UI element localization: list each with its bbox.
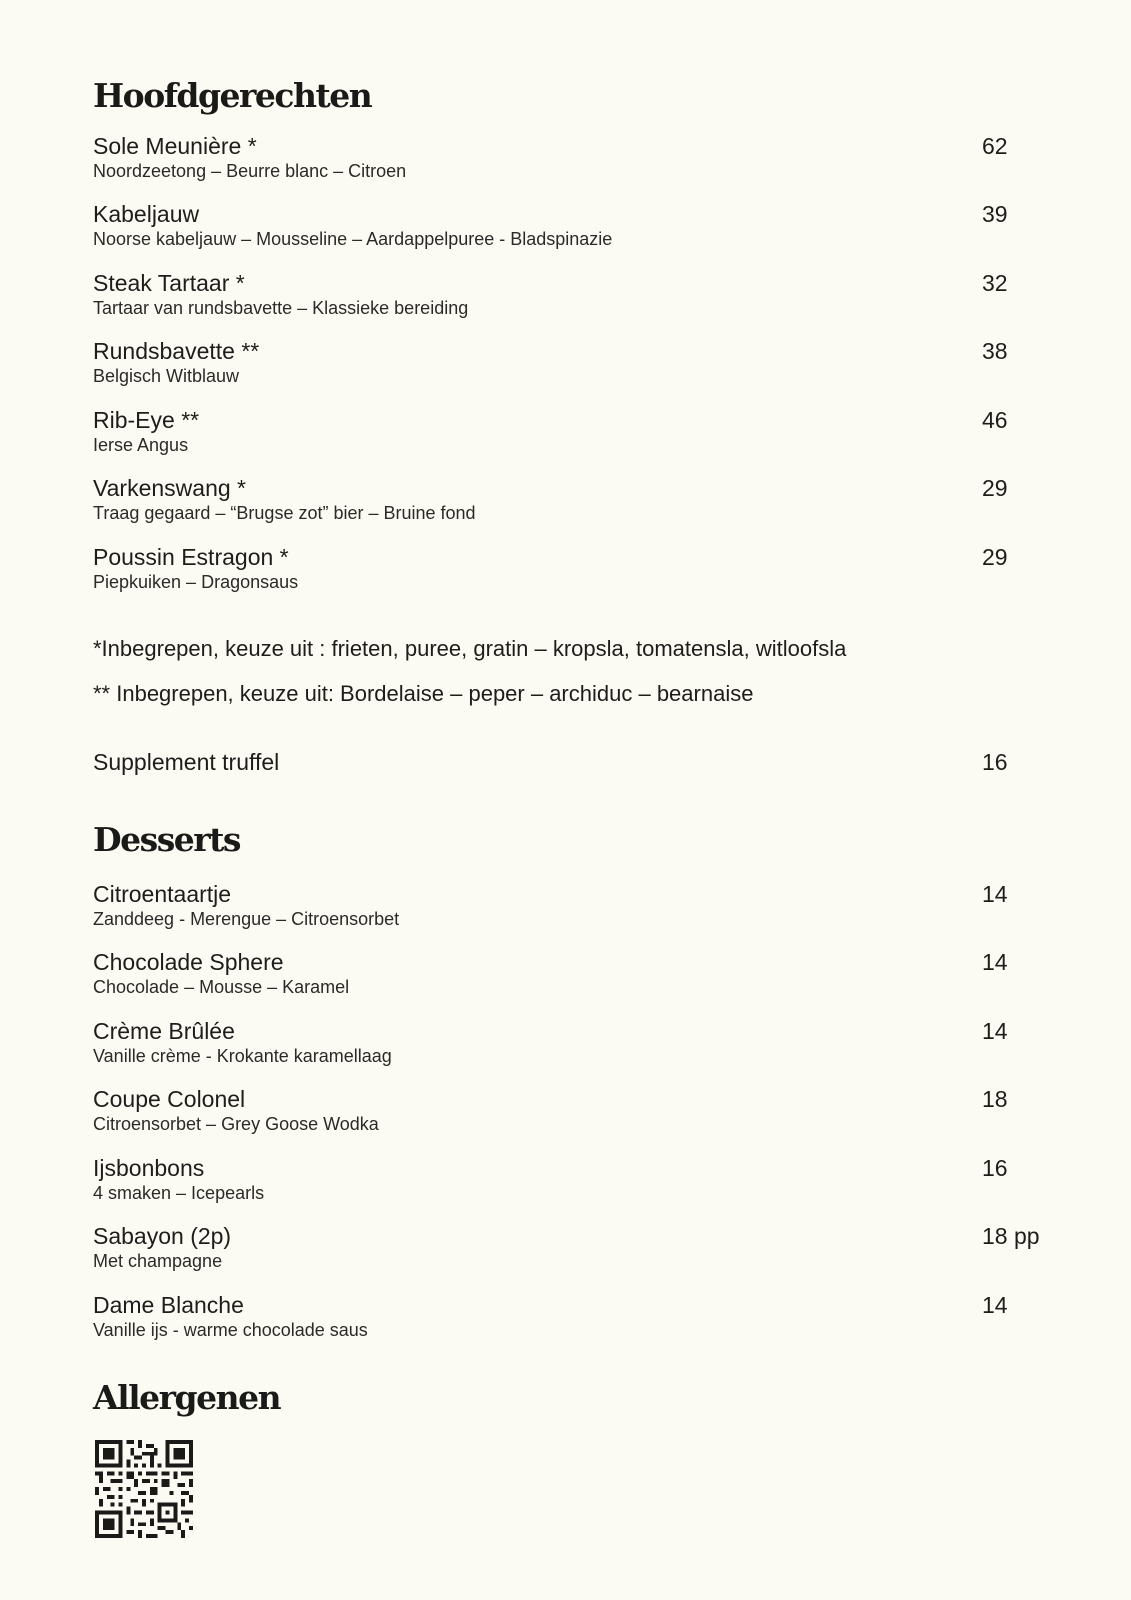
item-price: 38 <box>982 338 1008 364</box>
item-name: Ijsbonbons <box>93 1155 205 1181</box>
menu-item <box>93 407 1053 467</box>
note-single-star: *Inbegrepen, keuze uit : frieten, puree, gratin – kropsla, tomatensla, witloofsla <box>93 636 847 661</box>
allergens-title: Allergenen <box>93 1378 281 1417</box>
item-name: Chocolade Sphere <box>93 949 284 975</box>
item-name: Varkenswang * <box>93 475 246 501</box>
item-price: 14 <box>982 949 1008 975</box>
item-name: Citroentaartje <box>93 881 232 907</box>
item-description: Vanille ijs - warme chocolade saus <box>93 1320 368 1340</box>
item-description: Ierse Angus <box>93 435 189 455</box>
menu-item <box>93 1223 1053 1283</box>
item-name: Coupe Colonel <box>93 1086 246 1112</box>
menu-item <box>93 475 1053 535</box>
item-price: 32 <box>982 270 1008 296</box>
item-price: 29 <box>982 544 1008 570</box>
menu-item <box>93 949 1053 1009</box>
menu-item <box>93 201 1053 261</box>
note-double-star: ** Inbegrepen, keuze uit: Bordelaise – peper – archiduc – bearnaise <box>93 681 754 706</box>
menu-item <box>93 544 1053 604</box>
menu-item <box>93 338 1053 398</box>
item-name: Kabeljauw <box>93 201 200 227</box>
menu-item <box>93 270 1053 330</box>
item-description: Met champagne <box>93 1251 223 1271</box>
item-price: 18 <box>982 1086 1008 1112</box>
menu-page <box>93 0 1053 1600</box>
item-price: 14 <box>982 1292 1008 1318</box>
item-description: Zanddeeg - Merengue – Citroensorbet <box>93 909 400 929</box>
item-description: Traag gegaard – “Brugse zot” bier – Bruine fond <box>93 503 476 523</box>
item-price: 14 <box>982 1018 1008 1044</box>
item-name: Rib-Eye ** <box>93 407 200 433</box>
item-price: 14 <box>982 881 1008 907</box>
item-description: Vanille crème - Krokante karamellaag <box>93 1046 392 1066</box>
item-description: Piepkuiken – Dragonsaus <box>93 572 299 592</box>
menu-item <box>93 1018 1053 1078</box>
menu-item <box>93 1086 1053 1146</box>
item-description: Chocolade – Mousse – Karamel <box>93 977 350 997</box>
item-description: Belgisch Witblauw <box>93 366 240 386</box>
menu-item <box>93 881 1053 941</box>
item-price: 29 <box>982 475 1008 501</box>
item-price: 16 <box>982 1155 1008 1181</box>
item-price: 46 <box>982 407 1008 433</box>
menu-item <box>93 1292 1053 1352</box>
item-description: Citroensorbet – Grey Goose Wodka <box>93 1114 379 1134</box>
menu-item <box>93 133 1053 193</box>
item-description: 4 smaken – Icepearls <box>93 1183 265 1203</box>
item-price: 39 <box>982 201 1008 227</box>
item-price: 62 <box>982 133 1008 159</box>
item-name: Steak Tartaar * <box>93 270 245 296</box>
item-price: 16 <box>982 749 1008 775</box>
item-name: Dame Blanche <box>93 1292 244 1318</box>
supplement-item <box>93 749 1053 809</box>
item-name: Rundsbavette ** <box>93 338 260 364</box>
menu-item <box>93 1155 1053 1215</box>
mains-title: Hoofdgerechten <box>93 76 372 115</box>
item-description: Tartaar van rundsbavette – Klassieke bereiding <box>93 298 469 318</box>
item-name: Sole Meunière * <box>93 133 257 159</box>
item-description: Noordzeetong – Beurre blanc – Citroen <box>93 161 407 181</box>
item-description: Noorse kabeljauw – Mousseline – Aardappelpuree - Bladspinazie <box>93 229 613 249</box>
item-price: 18 pp <box>982 1223 1040 1249</box>
desserts-title: Desserts <box>93 820 240 859</box>
item-name: Poussin Estragon * <box>93 544 289 570</box>
item-name: Sabayon (2p) <box>93 1223 232 1249</box>
item-name: Supplement truffel <box>93 749 280 775</box>
qr-code-icon[interactable] <box>95 1440 193 1538</box>
item-name: Crème Brûlée <box>93 1018 235 1044</box>
